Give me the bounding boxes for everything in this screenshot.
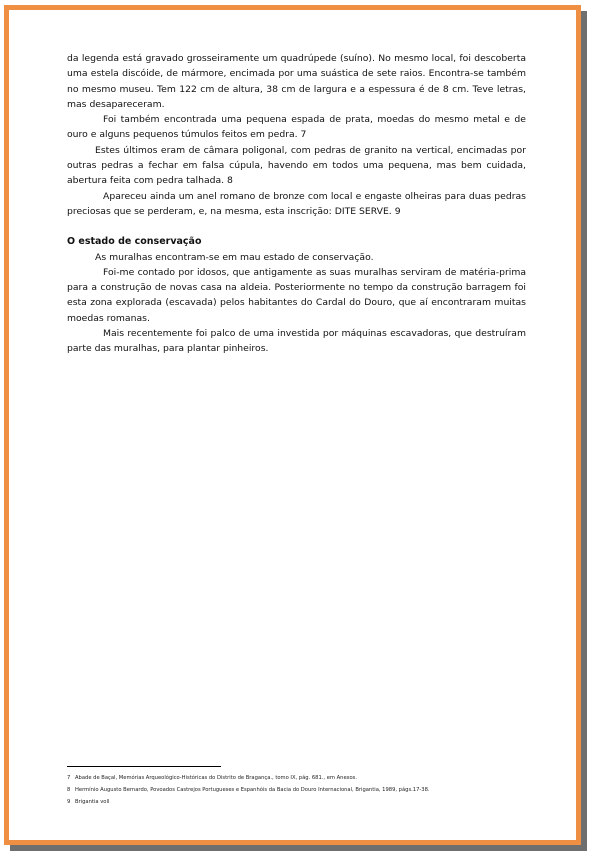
footnote [67, 772, 537, 784]
footnote-number: 9 [67, 799, 71, 805]
body-paragraph: da legenda está gravado grosseiramente um quadrúpede (suíno). No mesmo local, foi descoberta uma estela discóide, de mármore, encimada por uma suástica de sete raios. Encontra-se também no mesmo museu. Tem 122 cm de altura, 38 cm de largura e a espessura é de 8 cm. Teve letras, mas desapareceram. [67, 53, 526, 110]
document-body [67, 51, 526, 357]
footnote-number: 7 [67, 775, 71, 781]
footnotes [67, 772, 537, 808]
page-shadow [10, 845, 587, 851]
body-paragraph: As muralhas encontram-se em mau estado de conservação. [95, 251, 374, 263]
body-paragraph: Mais recentemente foi palco de uma investida por máquinas escavadoras, que destruíram parte das muralhas, para plantar pinheiros. [67, 328, 526, 355]
footnote [67, 784, 537, 796]
body-paragraph: Apareceu ainda um anel romano de bronze com local e engaste olheiras para duas pedras preciosas que se perderam, e, na mesma, esta inscrição: DITE SERVE. 9 [67, 190, 526, 217]
body-paragraph: Foi também encontrada uma pequena espada de prata, moedas do mesmo metal e de ouro e alguns pequenos túmulos feitos em pedra. 7 [67, 114, 526, 141]
footnote-separator [67, 766, 221, 767]
footnote-number: 8 [67, 787, 71, 793]
footnote-text: Abade de Baçal, Memórias Arqueológico-Históricas do Distrito de Bragança., tomo IX, pág. 681., em Anexos. [75, 775, 357, 781]
footnote [67, 796, 537, 808]
page-shadow [581, 11, 587, 851]
body-paragraph: Foi-me contado por idosos, que antigamente as suas muralhas serviram de matéria-prima para a construção de novas casa na aldeia. Posteriormente no tempo da construção barragem foi esta zona explorada (escavada) pelos habitantes do Cardal do Douro, que aí encontraram muitas moedas romanas. [67, 266, 526, 324]
footnote-text: Brigantia voll [75, 799, 110, 805]
body-paragraph: Estes últimos eram de câmara poligonal, com pedras de granito na vertical, encimadas por outras pedras a fechar em falsa cúpula, havendo em todos uma pequena, mas bem cuidada, abertura feita com pedra talhada. 8 [67, 144, 526, 187]
section-heading: O estado de conservação [67, 236, 202, 248]
footnote-text: Hermínio Augusto Bernardo, Povoados Castrejos Portugueses e Espanhóis da Bacia do Douro Internacional, Brigantia, 1989, págs.17-38. [75, 787, 430, 793]
paragraph-gap [67, 219, 526, 234]
